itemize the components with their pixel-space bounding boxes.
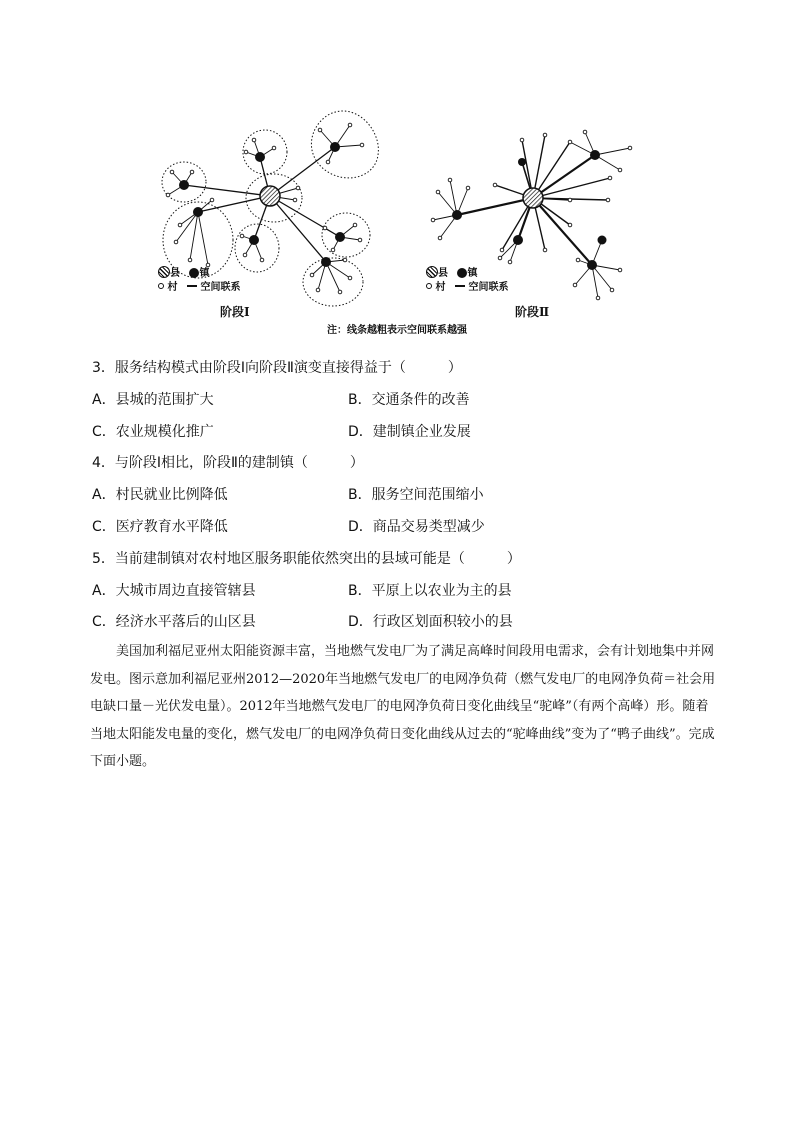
q4-option-a[interactable]: A．村民就业比例降低 (92, 487, 228, 503)
county-symbol (260, 186, 280, 206)
village-legend-icon (158, 283, 164, 289)
q5-option-c[interactable]: C．经济水平落后的山区县 (92, 614, 256, 630)
legend-village: 村 (167, 282, 178, 293)
county-symbol (523, 188, 543, 208)
legend-village: 村 (435, 282, 446, 293)
county-legend-icon (426, 266, 438, 278)
service-area (303, 258, 363, 306)
q3-option-d[interactable]: D．建制镇企业发展 (348, 424, 471, 440)
figure-note: 注：线条越粗表示空间联系越强 (327, 325, 467, 336)
stage-2-label: 阶段Ⅱ (515, 305, 550, 319)
q4-option-b[interactable]: B．服务空间范围缩小 (348, 487, 484, 503)
q3-option-a[interactable]: A．县城的范围扩大 (92, 392, 214, 408)
legend-town: 镇 (467, 268, 478, 279)
question-4-stem: 4．与阶段Ⅰ相比，阶段Ⅱ的建制镇（ ） (92, 455, 364, 471)
legend-stage-2 (426, 266, 508, 295)
q5-option-d[interactable]: D．行政区划面积较小的县 (348, 614, 513, 630)
legend-county: 县 (170, 268, 180, 279)
link-legend-icon (187, 285, 197, 287)
question-5-stem: 5．当前建制镇对农村地区服务职能依然突出的县域可能是（ ） (92, 551, 521, 567)
stage-1-label: 阶段Ⅰ (220, 305, 250, 319)
town-legend-icon (189, 268, 199, 278)
village-legend-icon (426, 283, 432, 289)
q5-option-b[interactable]: B．平原上以农业为主的县 (348, 583, 512, 599)
question-3-stem: 3．服务结构模式由阶段Ⅰ向阶段Ⅱ演变直接得益于（ ） (92, 360, 462, 376)
q3-option-c[interactable]: C．农业规模化推广 (92, 424, 214, 440)
service-area (243, 130, 287, 174)
q5-option-a[interactable]: A．大城市周边直接管辖县 (92, 583, 256, 599)
link-legend-icon (455, 285, 465, 287)
legend-county: 县 (438, 268, 448, 279)
q3-option-b[interactable]: B．交通条件的改善 (348, 392, 470, 408)
q4-option-d[interactable]: D．商品交易类型减少 (348, 519, 485, 535)
legend-town: 镇 (199, 268, 210, 279)
county-legend-icon (158, 266, 170, 278)
legend-link: 空间联系 (468, 282, 509, 293)
legend-stage-1 (158, 266, 240, 295)
service-area (322, 213, 370, 257)
town-legend-icon (457, 268, 467, 278)
q4-option-c[interactable]: C．医疗教育水平降低 (92, 519, 228, 535)
reading-passage: 美国加利福尼亚州太阳能资源丰富，当地燃气发电厂为了满足高峰时间段用电需求，会有计划地集中并网发电。图示意加利福尼亚州2012—2020年当地燃气发电厂的电网净负荷（燃气发电厂的电网净负荷＝社会用电缺口量－光伏发电量）。2012年当地燃气发电厂的电网净负荷日变化曲线呈“驼峰”（有两个高峰）形。随着当地太阳能发电量的变化，燃气发电厂的电网净负荷日变化曲线从过去的“驼峰曲线”变为了“鸭子曲线”。完成下面小题。 (90, 644, 716, 769)
legend-link: 空间联系 (200, 282, 241, 293)
service-area (311, 111, 378, 178)
network-figure (150, 100, 650, 340)
